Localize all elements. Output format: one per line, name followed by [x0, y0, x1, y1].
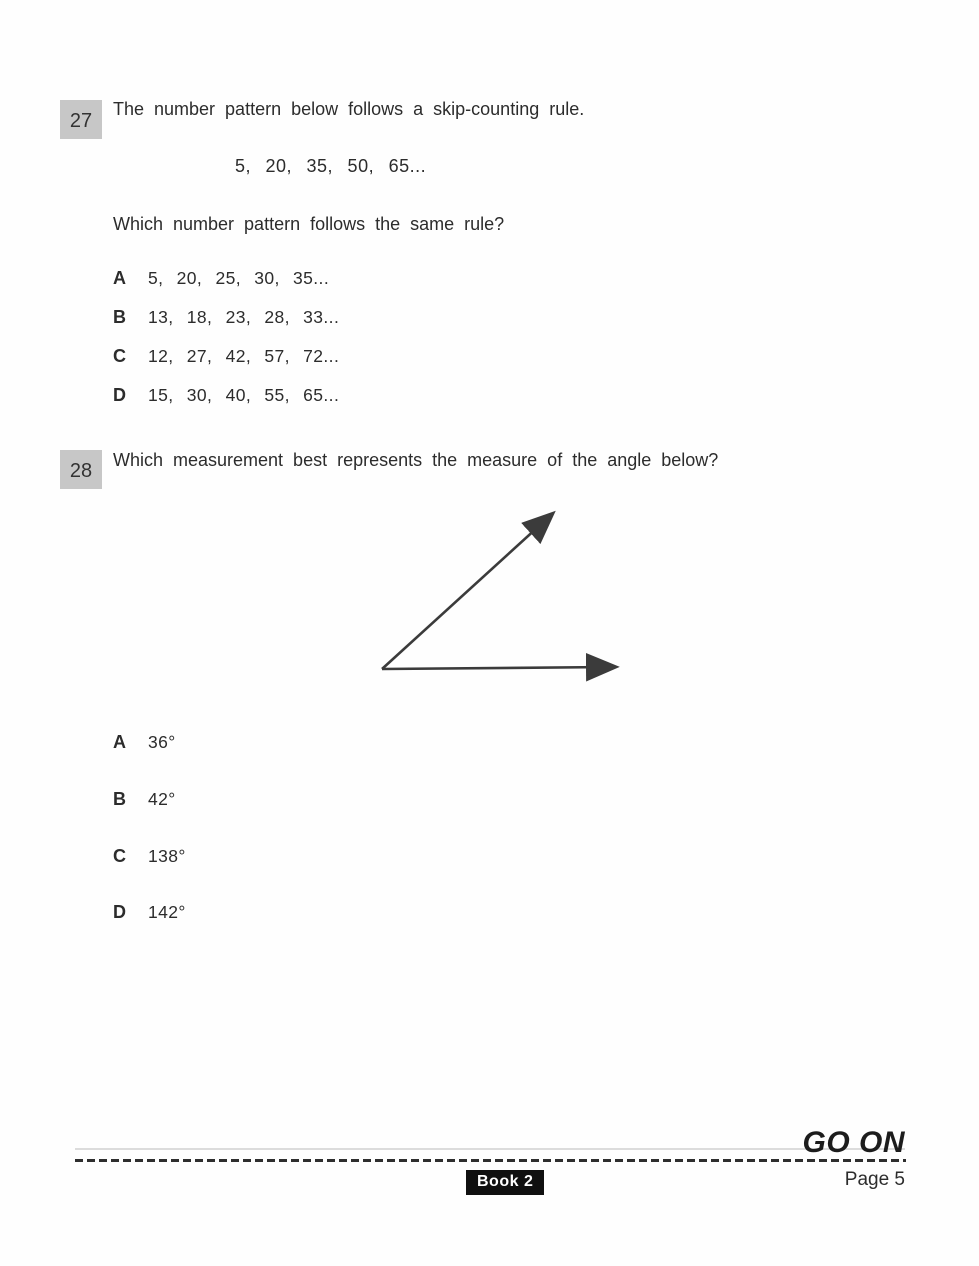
choice-28-a-letter: A — [113, 732, 126, 752]
question-27-number-pattern: 5, 20, 35, 50, 65... — [235, 156, 427, 176]
angle-figure-svg — [368, 498, 640, 686]
angle-ray-horizontal — [382, 667, 612, 669]
choice-28-c — [113, 846, 186, 867]
choice-27-d — [113, 385, 339, 406]
choice-27-b-letter: B — [113, 307, 126, 327]
choice-27-b-text: 13, 18, 23, 28, 33... — [148, 307, 340, 327]
angle-ray-diagonal — [382, 516, 550, 669]
choice-27-d-text: 15, 30, 40, 55, 65... — [148, 385, 340, 405]
choice-27-d-letter: D — [113, 385, 126, 405]
page-number: Page 5 — [844, 1169, 905, 1190]
choice-28-b-text: 42° — [148, 789, 176, 809]
question-27-number-badge: 27 — [60, 100, 102, 139]
go-on-label: GO ON — [802, 1126, 905, 1159]
choice-27-c-letter: C — [113, 346, 126, 366]
question-27-prompt: The number pattern below follows a skip-counting rule. — [113, 99, 585, 119]
choice-28-c-text: 138° — [148, 846, 186, 866]
question-28-prompt: Which measurement best represents the measure of the angle below? — [113, 450, 719, 470]
choice-27-b — [113, 307, 339, 328]
choice-27-a — [113, 268, 329, 289]
question-27-question: Which number pattern follows the same rule? — [113, 214, 505, 234]
question-28-number-badge: 28 — [60, 450, 102, 489]
choice-28-d-text: 142° — [148, 902, 186, 922]
angle-figure — [368, 498, 640, 686]
choice-28-a — [113, 732, 176, 753]
choice-28-a-text: 36° — [148, 732, 176, 752]
choice-28-d — [113, 902, 186, 923]
choice-27-a-letter: A — [113, 268, 126, 288]
choice-28-d-letter: D — [113, 902, 126, 922]
book-badge: Book 2 — [466, 1170, 544, 1195]
choice-28-b-letter: B — [113, 789, 126, 809]
faint-rule — [75, 1148, 905, 1150]
choice-27-c — [113, 346, 339, 367]
choice-28-b — [113, 789, 176, 810]
choice-27-c-text: 12, 27, 42, 57, 72... — [148, 346, 340, 366]
choice-28-c-letter: C — [113, 846, 126, 866]
choice-27-a-text: 5, 20, 25, 30, 35... — [148, 268, 330, 288]
dashed-rule — [75, 1159, 906, 1162]
